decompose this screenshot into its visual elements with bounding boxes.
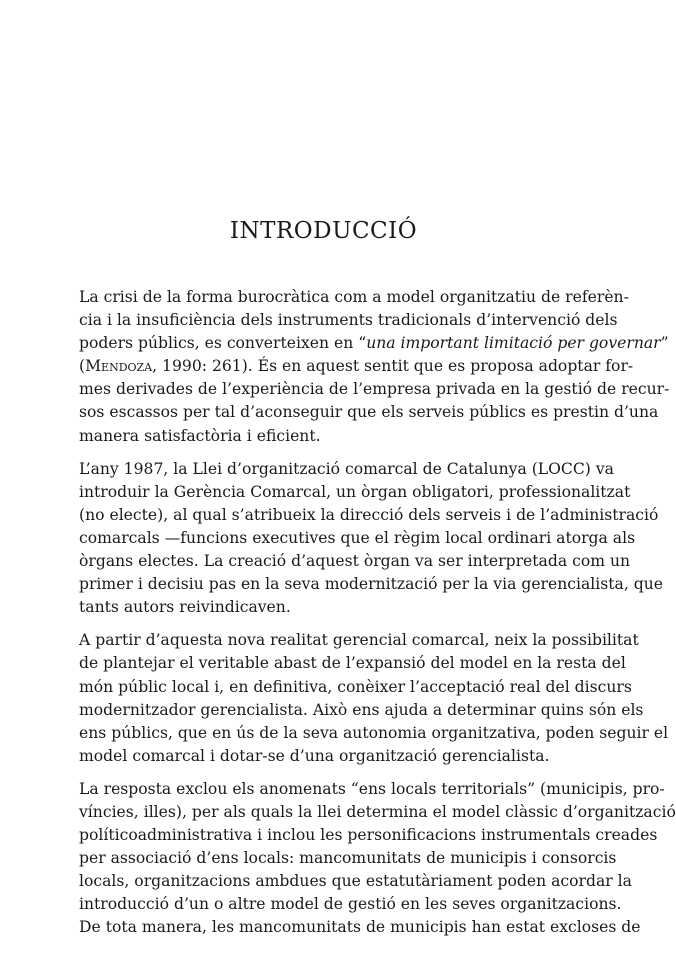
- paragraph-3: [75, 629, 669, 768]
- text-line: mes derivades de l’experiència de l’empresa privada en la gestió de recur-: [79, 380, 670, 399]
- text-line: políticoadministrativa i inclou les personificacions instrumentals creades: [79, 826, 658, 845]
- text-line: A partir d’aquesta nova realitat gerencial comarcal, neix la possibilitat: [79, 631, 639, 650]
- text-line: poders públics, es converteixen en “una important limitació per governar”: [79, 334, 669, 353]
- text-line: sos escassos per tal d’aconseguir que els serveis públics es prestin d’una: [79, 403, 659, 422]
- text-line: per associació d’ens locals: mancomunitats de municipis i consorcis: [79, 849, 617, 868]
- text-line: L’any 1987, la Llei d’organització comarcal de Catalunya (LOCC) va: [79, 459, 614, 478]
- text-line: model comarcal i dotar-se d’una organització gerencialista.: [79, 746, 550, 765]
- text-line: La crisi de la forma burocràtica com a model organitzatiu de referèn-: [79, 288, 629, 306]
- text-line: ens públics, que en ús de la seva autonomia organitzativa, poden seguir el: [79, 723, 669, 742]
- quoted-phrase: una important limitació per governar: [366, 334, 661, 353]
- text-line: (Mendoza, 1990: 261). És en aquest sentit que es proposa adoptar for-: [79, 357, 634, 376]
- paragraph-1: [75, 286, 670, 448]
- text-line: La resposta exclou els anomenats “ens locals territorials” (municipis, pro-: [79, 779, 665, 798]
- text-line: tants autors reivindicaven.: [79, 598, 291, 617]
- text-line: modernitzador gerencialista. Això ens ajuda a determinar quins són els: [79, 700, 644, 719]
- chapter-title: INTRODUCCIÓ: [229, 218, 418, 244]
- text-line: món públic local i, en definitiva, conèixer l’acceptació real del discurs: [79, 677, 632, 696]
- body-text: [75, 286, 676, 950]
- text-line: primer i decisiu pas en la seva modernització per la via gerencialista, que: [79, 575, 664, 594]
- text-line: manera satisfactòria i eficient.: [79, 426, 321, 445]
- text-line: víncies, illes), per als quals la llei determina el model clàssic d’organització: [79, 802, 676, 821]
- text-line: locals, organitzacions ambdues que estatutàriament poden acordar la: [79, 872, 632, 891]
- text-line: (no electe), al qual s’atribueix la direcció dels serveis i de l’administració: [79, 505, 659, 524]
- text-line: òrgans electes. La creació d’aquest òrgan va ser interpretada com un: [79, 552, 631, 571]
- text-line: De tota manera, les mancomunitats de municipis han estat excloses de: [79, 918, 641, 937]
- text-line: de plantejar el veritable abast de l’expansió del model en la resta del: [79, 654, 626, 673]
- paragraph-4: [75, 778, 676, 940]
- cited-author: Mendoza: [85, 357, 153, 376]
- text-line: introduir la Gerència Comarcal, un òrgan obligatori, professionalitzat: [79, 482, 631, 501]
- paragraph-2: [75, 458, 664, 620]
- text-line: cia i la insuficiència dels instruments tradicionals d’intervenció dels: [79, 311, 618, 330]
- text-line: comarcals —funcions executives que el règim local ordinari atorga als: [79, 528, 636, 547]
- text-line: introducció d’un o altre model de gestió en les seves organitzacions.: [79, 895, 622, 914]
